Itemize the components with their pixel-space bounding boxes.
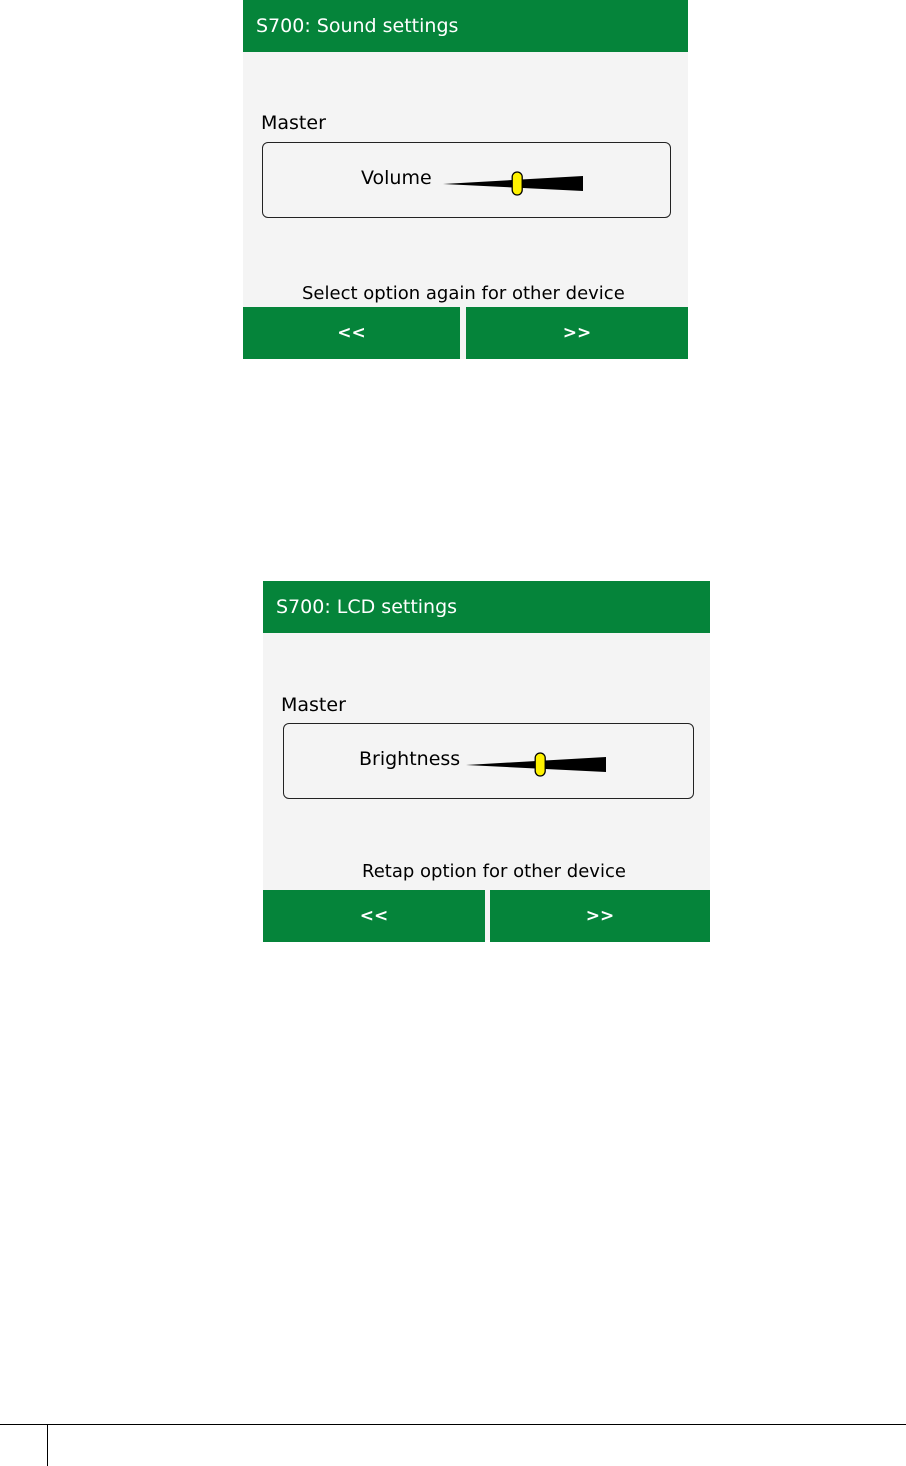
next-button[interactable]: >> [466, 307, 688, 359]
next-button[interactable]: >> [490, 890, 710, 942]
page-footer-rule [0, 1424, 906, 1425]
page-footer-divider [47, 1424, 48, 1466]
slider-knob[interactable] [512, 172, 522, 195]
brightness-slider[interactable] [466, 752, 609, 778]
lcd-settings-screen [263, 581, 710, 940]
volume-slider[interactable] [443, 171, 586, 197]
screen-title: S700: Sound settings [243, 0, 688, 52]
footer-hint: Select option again for other device [302, 283, 625, 304]
section-label-master: Master [261, 112, 326, 134]
section-label-master: Master [281, 694, 346, 716]
sound-settings-screen [243, 0, 688, 359]
slider-knob[interactable] [535, 753, 545, 776]
screen-title: S700: LCD settings [263, 581, 710, 633]
brightness-setting-box[interactable] [283, 723, 694, 799]
footer-hint: Retap option for other device [362, 861, 626, 882]
previous-button[interactable]: << [243, 307, 460, 359]
setting-label-volume: Volume [361, 167, 432, 189]
previous-button[interactable]: << [263, 890, 485, 942]
setting-label-brightness: Brightness [359, 748, 461, 770]
volume-setting-box[interactable] [262, 142, 671, 218]
